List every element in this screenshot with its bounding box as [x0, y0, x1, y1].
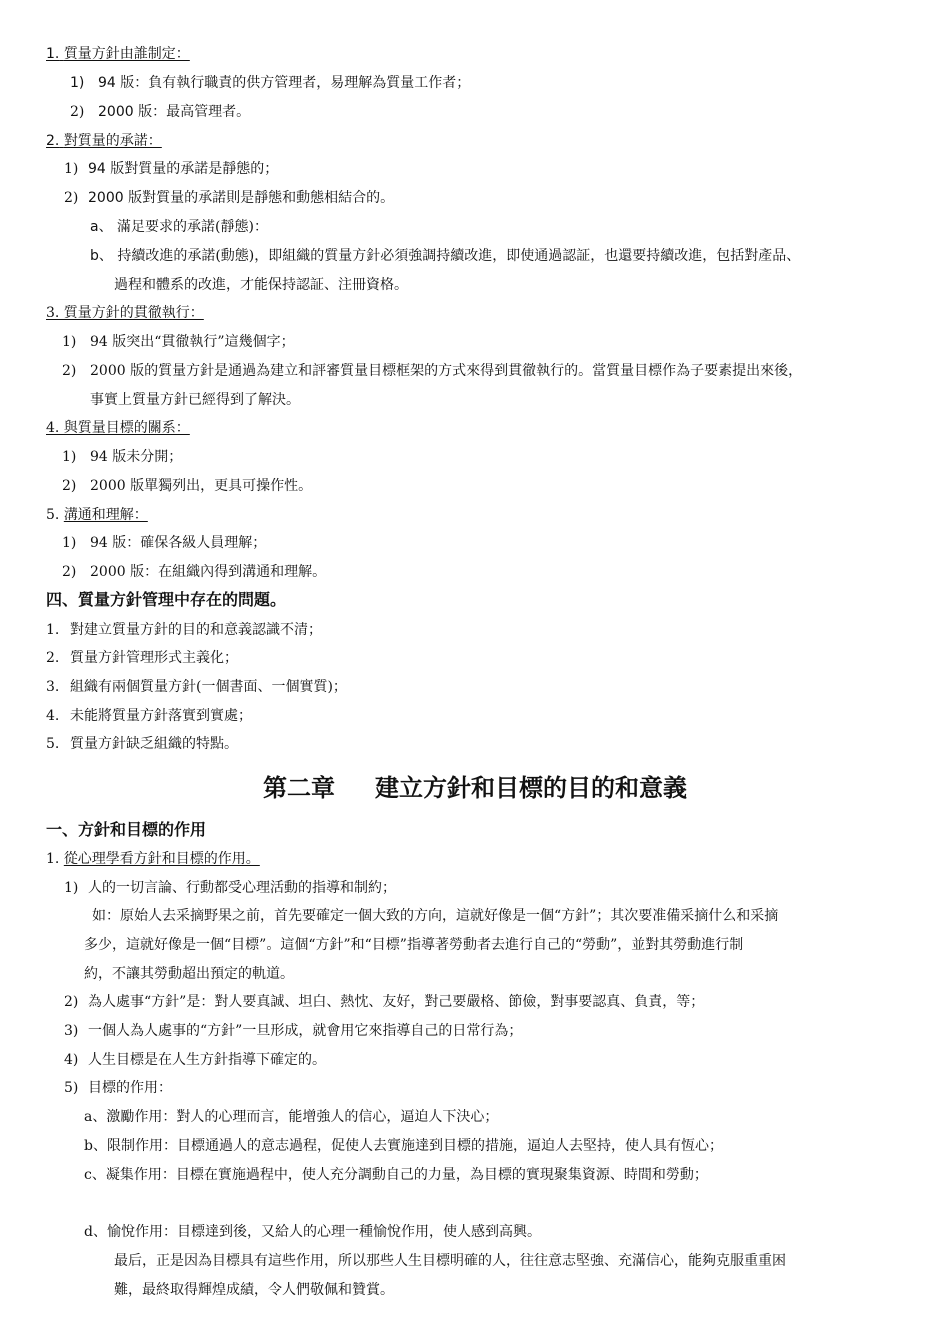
item-number: 2)	[62, 564, 77, 580]
item-text: 人的一切言論、行動都受心理活動的指導和制約；	[88, 880, 396, 896]
list-item	[64, 1050, 326, 1070]
example-line: 多少，這就好像是一個“目標”。這個“方針”和“目標”指導著勞動者去進行自己的“勞動”，並對其勞動進行制	[84, 937, 744, 953]
item-text: 目標的作用：	[88, 1080, 172, 1096]
list-item	[62, 562, 326, 582]
item-text: 為人處事“方針”是：對人要真誠、坦白、熱忱、友好，對己要嚴格、節儉，對事要認真、負責，等；	[88, 994, 705, 1010]
item-number: 2.	[46, 650, 60, 666]
section-heading-implementation: 3. 質量方針的貫徹執行：	[46, 305, 204, 321]
item-number: 1.	[46, 622, 60, 638]
section-heading-policy-maker	[46, 44, 190, 64]
item-text: 版對質量的承諾則是靜態和動態相結合的。	[128, 190, 395, 206]
conclusion-line: 最后，正是因為目標具有這些作用，所以那些人生目標明確的人，往往意志堅強、充滿信心，能夠克服重重困	[114, 1253, 786, 1269]
item-number: 2)	[64, 190, 79, 206]
item-text: 質量方針管理形式主義化；	[70, 650, 238, 666]
list-item-continuation: 事實上質量方針已經得到了解決。	[90, 392, 300, 408]
section-heading-commitment	[46, 131, 162, 151]
item-letter: a、	[90, 219, 113, 235]
item-version: 2000	[88, 190, 124, 206]
goal-role-item	[84, 1222, 541, 1242]
item-text: 愉悅作用：目標達到後，又給人的心理一種愉悅作用，使人感到高興。	[106, 1224, 541, 1240]
item-text: 滿足要求的承諾(靜態)：	[117, 219, 268, 235]
item-letter: b、	[90, 248, 113, 264]
sub-list-item	[90, 246, 800, 266]
goal-role-item	[84, 1107, 498, 1127]
chapter-number: 第二章	[263, 774, 335, 802]
item-number: 2)	[70, 104, 85, 120]
item-number: 4)	[64, 1052, 79, 1068]
item-number: 2)	[64, 994, 79, 1010]
section-heading-objectives-relation: 4. 與質量目標的關系：	[46, 420, 190, 436]
item-text: 凝集作用：目標在實施過程中，使人充分調動自己的力量，為目標的實現聚集資源、時間和勞動；	[105, 1167, 708, 1183]
item-number: 3.	[46, 679, 60, 695]
chapter-name: 建立方針和目標的目的和意義	[375, 774, 687, 802]
item-letter: d、	[84, 1224, 107, 1240]
item-text: 限制作用：目標通過人的意志過程，促使人去實施達到目標的措施，逼迫人去堅持，使人具有恆心；	[106, 1138, 723, 1154]
heading-text: 質量方針由誰制定：	[63, 46, 190, 62]
list-item	[46, 706, 252, 726]
item-number: 2)	[62, 363, 77, 379]
list-item	[64, 1021, 522, 1041]
item-letter: b、	[84, 1138, 107, 1154]
item-number: 5)	[64, 1080, 79, 1096]
item-number: 1)	[64, 880, 79, 896]
example-line: 約，不讓其勞動超出預定的軌道。	[84, 966, 294, 982]
item-text: 2000 版的質量方針是通過為建立和評審質量目標框架的方式來得到貫徹執行的。當質量目標作為子要素提出來後，	[90, 363, 803, 379]
item-version: 2000	[98, 104, 134, 120]
item-version: 94	[88, 161, 106, 177]
item-letter: c、	[84, 1167, 106, 1183]
list-item	[62, 447, 182, 467]
item-text: 2000 版：在組織內得到溝通和理解。	[90, 564, 327, 580]
item-number: 1)	[64, 161, 79, 177]
list-item	[64, 188, 394, 208]
item-text: 94 版未分開；	[90, 449, 183, 465]
sub-list-item	[90, 217, 268, 237]
heading-number: 5.	[46, 507, 60, 523]
item-number: 2)	[62, 478, 77, 494]
item-text: 對建立質量方針的目的和意義認識不清；	[70, 622, 322, 638]
item-number: 1)	[70, 75, 85, 91]
item-text: 持續改進的承諾(動態)，即組織的質量方針必須強調持續改進，即使通過認証，也還要持續改進，包括對產品、	[117, 248, 801, 264]
list-item	[64, 159, 278, 179]
example-line: 如：原始人去采摘野果之前，首先要確定一個大致的方向，這就好像是一個“方針”；其次要准備采摘什么和采摘	[92, 908, 779, 924]
item-text: 組織有兩個質量方針(一個書面、一個實質)；	[70, 679, 347, 695]
item-text: 94 版：確保各級人員理解；	[90, 535, 267, 551]
item-text: 2000 版單獨列出，更具可操作性。	[90, 478, 313, 494]
item-letter: a、	[84, 1109, 107, 1125]
list-item	[70, 73, 470, 93]
heading-number: 1.	[46, 46, 60, 62]
chapter-title	[0, 772, 950, 804]
goal-role-item	[84, 1136, 723, 1156]
list-item	[62, 332, 295, 352]
item-text: 版：負有執行職責的供方管理者，易理解為質量工作者；	[120, 75, 471, 91]
section-heading-role: 一、方針和目標的作用	[46, 820, 207, 839]
item-number: 4.	[46, 708, 60, 724]
item-number: 1)	[62, 449, 77, 465]
list-item	[64, 878, 396, 898]
heading-text: 溝通和理解：	[63, 507, 148, 523]
sub-heading	[46, 849, 260, 869]
item-text: 版：最高管理者。	[138, 104, 251, 120]
item-text: 版對質量的承諾是靜態的；	[110, 161, 279, 177]
list-item	[64, 1078, 172, 1098]
heading-text: 從心理學看方針和目標的作用。	[63, 851, 260, 867]
item-number: 1)	[62, 334, 77, 350]
section-heading-communication	[46, 505, 148, 525]
item-text: 激勵作用：對人的心理而言，能增強人的信心，逼迫人下決心；	[106, 1109, 499, 1125]
heading-number: 2.	[46, 133, 60, 149]
list-item	[46, 620, 322, 640]
list-item	[62, 361, 802, 381]
sub-list-item-continuation: 過程和體系的改進，才能保持認証、注冊資格。	[114, 277, 408, 293]
item-text: 94 版突出“貫徹執行”這幾個字；	[90, 334, 295, 350]
item-text: 質量方針缺乏組織的特點。	[70, 736, 238, 752]
list-item	[62, 533, 266, 553]
item-text: 一個人為人處事的“方針”一旦形成，就會用它來指導自己的日常行為；	[88, 1023, 523, 1039]
section-heading-problems: 四、質量方針管理中存在的問題。	[46, 590, 287, 609]
item-number: 5.	[46, 736, 60, 752]
heading-text: 對質量的承諾：	[63, 133, 162, 149]
item-text: 未能將質量方針落實到實處；	[70, 708, 252, 724]
item-number: 3)	[64, 1023, 79, 1039]
item-number: 1)	[62, 535, 77, 551]
item-text: 人生目標是在人生方針指導下確定的。	[88, 1052, 326, 1068]
list-item	[46, 648, 238, 668]
list-item	[64, 992, 704, 1012]
list-item	[46, 677, 347, 697]
list-item	[70, 102, 250, 122]
list-item	[62, 476, 312, 496]
list-item	[46, 734, 238, 754]
heading-number: 1.	[46, 851, 60, 867]
conclusion-line: 難，最終取得輝煌成績，令人們敬佩和贊賞。	[114, 1282, 394, 1298]
item-version: 94	[98, 75, 116, 91]
goal-role-item	[84, 1165, 708, 1185]
